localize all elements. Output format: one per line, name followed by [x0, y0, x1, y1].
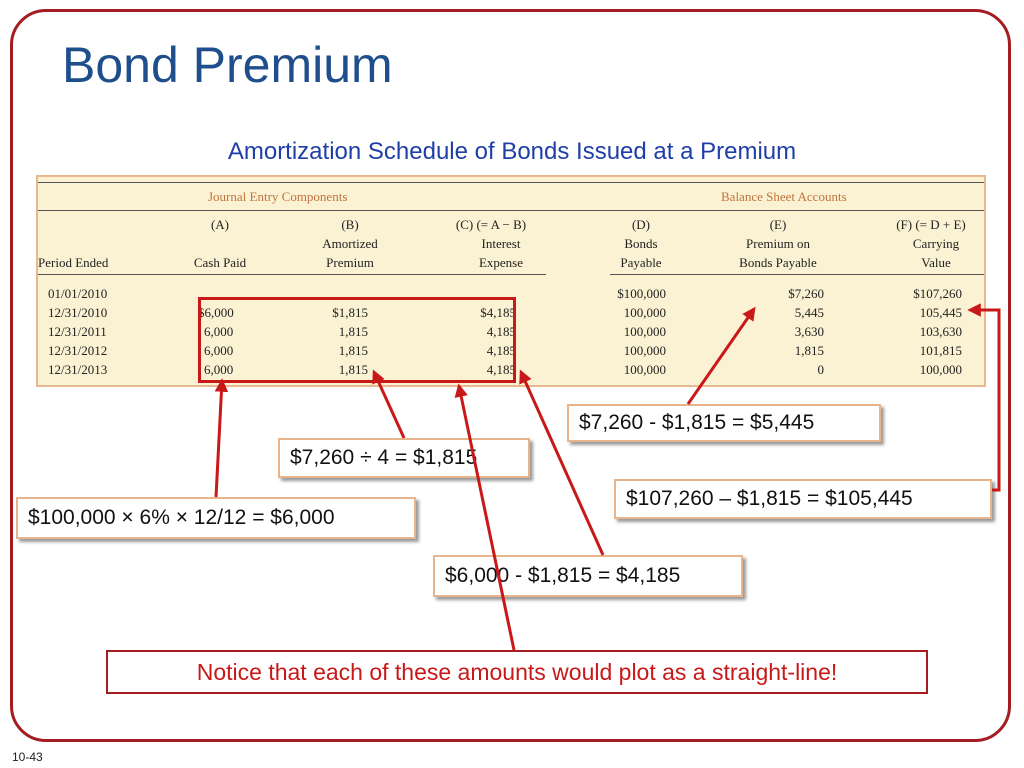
col-header-interest: Interest — [481, 236, 521, 251]
table-cell-period: 12/31/2011 — [48, 324, 107, 339]
table-cell-interest-expense: 4,185 — [486, 324, 516, 339]
table-cell-cash-paid: $6,000 — [198, 305, 234, 320]
table-cell-carrying-value: 105,445 — [919, 305, 962, 320]
table-cell-cash-paid: 6,000 — [204, 324, 234, 339]
arrow-interest-expense — [521, 372, 603, 555]
arrow-premium-balance — [688, 309, 754, 404]
slide-subtitle: Amortization Schedule of Bonds Issued at a Premium — [227, 138, 797, 165]
slide-title: Bond Premium — [62, 37, 393, 93]
table-cell-premium-balance: 3,630 — [794, 324, 824, 339]
table-cell-interest-expense: 4,185 — [486, 343, 516, 358]
table-cell-cash-paid: 6,000 — [204, 362, 234, 377]
arrow-notice — [459, 386, 514, 650]
callout-interest-expense: $6,000 - $1,815 = $4,185 — [433, 555, 743, 597]
col-header-f-letter: (F) (= D + E) — [896, 217, 966, 232]
table-cell-period: 12/31/2010 — [48, 305, 108, 320]
table-cell-period: 01/01/2010 — [48, 286, 108, 301]
callout-cash-paid: $100,000 × 6% × 12/12 = $6,000 — [16, 497, 416, 539]
table-cell-bonds-payable: 100,000 — [623, 324, 666, 339]
col-header-b-letter: (B) — [341, 217, 359, 232]
table-cell-amortized-premium: $1,815 — [332, 305, 368, 320]
col-header-amortized: Amortized — [322, 236, 378, 251]
col-header-carrying: Carrying — [912, 236, 960, 251]
table-cell-premium-balance: 1,815 — [794, 343, 824, 358]
arrow-cash-paid — [216, 381, 222, 497]
col-header-d-letter: (D) — [631, 217, 651, 232]
table-cell-carrying-value: 100,000 — [919, 362, 962, 377]
table-cell-bonds-payable: 100,000 — [623, 343, 666, 358]
table-cell-carrying-value: 103,630 — [919, 324, 962, 339]
col-header-cash-paid: Cash Paid — [193, 255, 247, 270]
col-header-bonds-payable: Bonds Payable — [739, 255, 817, 270]
col-header-payable: Payable — [620, 255, 662, 270]
col-header-period-ended: Period Ended — [38, 255, 109, 270]
col-header-value: Value — [921, 255, 951, 270]
callout-carrying-value: $107,260 – $1,815 = $105,445 — [614, 479, 992, 519]
table-cell-amortized-premium: 1,815 — [338, 324, 368, 339]
table-cell-amortized-premium: 1,815 — [338, 343, 368, 358]
col-header-expense: Expense — [478, 255, 524, 270]
col-header-bonds: Bonds — [624, 236, 658, 251]
col-header-premium-on: Premium on — [746, 236, 810, 251]
group-header-journal: Journal Entry Components — [208, 189, 348, 204]
col-header-premium: Premium — [326, 255, 374, 270]
table-cell-amortized-premium: 1,815 — [338, 362, 368, 377]
table-cell-period: 12/31/2012 — [48, 343, 108, 358]
col-header-a-letter: (A) — [210, 217, 230, 232]
group-header-balance: Balance Sheet Accounts — [721, 189, 847, 204]
col-header-c-letter: (C) (= A − B) — [455, 217, 527, 232]
notice-box: Notice that each of these amounts would plot as a straight-line! — [106, 650, 928, 694]
table-cell-carrying-value: $107,260 — [913, 286, 962, 301]
table-cell-bonds-payable: 100,000 — [623, 305, 666, 320]
arrow-amortization — [374, 372, 404, 438]
table-cell-interest-expense: $4,185 — [480, 305, 516, 320]
table-cell-interest-expense: 4,185 — [486, 362, 516, 377]
table-cell-premium-balance: 5,445 — [794, 305, 824, 320]
table-cell-period: 12/31/2013 — [48, 362, 108, 377]
table-cell-bonds-payable: 100,000 — [623, 362, 666, 377]
arrow-carrying-value — [970, 310, 999, 490]
table-cell-carrying-value: 101,815 — [919, 343, 962, 358]
table-cell-cash-paid: 6,000 — [204, 343, 234, 358]
col-header-e-letter: (E) — [769, 217, 787, 232]
table-cell-premium-balance: 0 — [817, 362, 824, 377]
table-cell-bonds-payable: $100,000 — [617, 286, 666, 301]
callout-amortization: $7,260 ÷ 4 = $1,815 — [278, 438, 530, 478]
table-cell-premium-balance: $7,260 — [788, 286, 824, 301]
slide-number: 10-43 — [12, 750, 43, 764]
callout-premium-balance: $7,260 - $1,815 = $5,445 — [567, 404, 881, 442]
